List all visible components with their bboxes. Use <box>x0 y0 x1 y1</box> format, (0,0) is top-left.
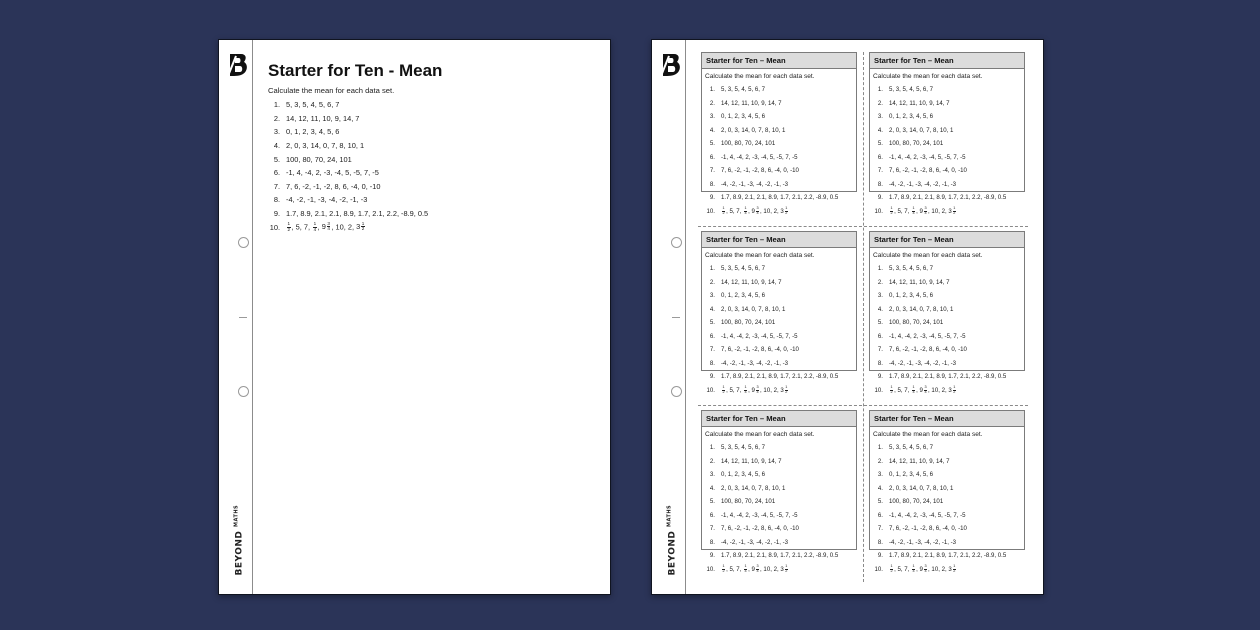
question-number: 8. <box>709 180 715 188</box>
question-text: 100, 80, 70, 24, 101 <box>889 140 944 148</box>
question-number: 4. <box>273 141 280 151</box>
question-item <box>705 205 856 219</box>
question-text: 2, 0, 3, 14, 0, 7, 8, 10, 1 <box>889 126 954 134</box>
question-item <box>705 164 856 178</box>
question-number: 3. <box>877 471 883 479</box>
question-item <box>873 124 1024 138</box>
fraction: $\frac{1}{4}$ <box>912 384 915 394</box>
question-item <box>705 343 856 357</box>
question-text: -1, 4, -4, 2, -3, -4, 5, -5, 7, -5 <box>889 511 966 519</box>
question-card <box>701 410 857 573</box>
question-text: 1.7, 8.9, 2.1, 2.1, 8.9, 1.7, 2.1, 2.2, -8.9, 0.5 <box>286 209 429 219</box>
fraction: $\frac{1}{2}$ <box>287 221 291 232</box>
question-item <box>268 139 428 153</box>
question-number: 7. <box>273 181 280 191</box>
mixed-number: 9 $\frac{3}{4}$ <box>751 385 759 394</box>
question-item <box>705 468 856 482</box>
question-number: 4. <box>877 126 883 134</box>
question-text: 0, 1, 2, 3, 4, 5, 6 <box>286 127 340 137</box>
question-number: 8. <box>877 538 883 546</box>
question-text: 5, 3, 5, 4, 5, 6, 7 <box>889 265 934 273</box>
margin-line <box>252 40 253 594</box>
question-item <box>705 110 856 124</box>
fraction: $\frac{1}{2}$ <box>785 385 788 394</box>
question-text: -1, 4, -4, 2, -3, -4, 5, -5, 7, -5 <box>721 332 798 340</box>
question-number: 5. <box>877 140 883 148</box>
question-item <box>705 137 856 151</box>
question-number: 10. <box>706 207 715 215</box>
card-title: Starter for Ten – Mean <box>702 53 856 69</box>
question-text: -1, 4, -4, 2, -3, -4, 5, -5, 7, -5 <box>721 153 798 161</box>
cut-line-horizontal <box>698 405 1028 406</box>
question-item <box>705 482 856 496</box>
question-number: 3. <box>709 471 715 479</box>
question-text: 100, 80, 70, 24, 101 <box>889 319 944 327</box>
fraction: $\frac{1}{2}$ <box>722 205 725 215</box>
question-item <box>705 289 856 303</box>
question-item <box>873 164 1024 178</box>
fraction: $\frac{1}{4}$ <box>744 563 747 573</box>
fraction: $\frac{1}{4}$ <box>744 205 747 215</box>
fraction: $\frac{1}{2}$ <box>953 385 956 394</box>
question-text: 7, 6, -2, -1, -2, 8, 6, -4, 0, -10 <box>889 346 967 354</box>
card-question-list <box>870 441 1024 576</box>
question-text: $\frac{1}{2}$ , 5, 7, $\frac{1}{4}$ , 9 $\frac{3}{4}$ , 10, 2, 3 $\frac{1}{2}$ <box>722 205 788 215</box>
question-number: 9. <box>709 194 715 202</box>
question-item <box>705 316 856 330</box>
question-number: 2. <box>709 278 715 286</box>
question-item <box>705 563 856 577</box>
question-text: -1, 4, -4, 2, -3, -4, 5, -5, 7, -5 <box>889 332 966 340</box>
question-item <box>873 137 1024 151</box>
question-text: 100, 80, 70, 24, 101 <box>286 154 352 164</box>
question-item <box>873 289 1024 303</box>
question-item <box>873 97 1024 111</box>
question-number: 4. <box>709 484 715 492</box>
question-item <box>873 536 1024 550</box>
question-text: 2, 0, 3, 14, 0, 7, 8, 10, 1 <box>889 484 954 492</box>
fraction: $\frac{3}{4}$ <box>756 385 759 394</box>
punch-hole <box>671 386 682 397</box>
brand-wordmark: BEYOND $^{MATHS}$ <box>666 504 678 576</box>
question-card <box>701 231 857 394</box>
question-text: 1.7, 8.9, 2.1, 2.1, 8.9, 1.7, 2.1, 2.2, -8.9, 0.5 <box>889 194 1007 202</box>
question-number: 2. <box>877 99 883 107</box>
question-number: 3. <box>709 113 715 121</box>
question-item <box>705 262 856 276</box>
fraction: $\frac{1}{2}$ <box>890 205 893 215</box>
question-item <box>705 97 856 111</box>
card-instruction: Calculate the mean for each data set. <box>873 73 983 80</box>
question-number: 10. <box>706 565 715 573</box>
fraction: $\frac{1}{4}$ <box>912 563 915 573</box>
question-item <box>873 191 1024 205</box>
question-item <box>873 303 1024 317</box>
card-question-list <box>702 262 856 397</box>
question-number: 3. <box>273 127 280 137</box>
question-number: 1. <box>273 100 280 110</box>
question-text: 14, 12, 11, 10, 9, 14, 7 <box>889 457 950 465</box>
card-title: Starter for Ten – Mean <box>702 411 856 427</box>
question-item <box>705 303 856 317</box>
question-item <box>268 152 428 166</box>
question-text: 14, 12, 11, 10, 9, 14, 7 <box>889 278 950 286</box>
question-text: -4, -2, -1, -3, -4, -2, -1, -3 <box>889 180 957 188</box>
mixed-number: 3 $\frac{1}{2}$ <box>780 385 788 394</box>
question-text: 2, 0, 3, 14, 0, 7, 8, 10, 1 <box>721 126 786 134</box>
question-item <box>705 178 856 192</box>
question-item <box>873 455 1024 469</box>
question-number: 3. <box>877 292 883 300</box>
question-text: $\frac{1}{2}$ , 5, 7, $\frac{1}{4}$ , 9 $\frac{3}{4}$ , 10, 2, 3 $\frac{1}{2}$ <box>722 384 788 394</box>
question-number: 8. <box>877 359 883 367</box>
question-number: 6. <box>877 332 883 340</box>
question-item <box>873 83 1024 97</box>
mixed-number: 3 $\frac{1}{2}$ <box>948 564 956 573</box>
question-number: 4. <box>709 126 715 134</box>
question-text: -1, 4, -4, 2, -3, -4, 5, -5, 7, -5 <box>286 168 379 178</box>
question-item <box>873 343 1024 357</box>
question-list <box>268 98 428 234</box>
fraction: $\frac{3}{4}$ <box>924 564 927 573</box>
question-item <box>705 191 856 205</box>
question-number: 9. <box>709 552 715 560</box>
punch-mark <box>672 317 680 318</box>
instruction-text: Calculate the mean for each data set. <box>268 86 395 95</box>
question-text: 14, 12, 11, 10, 9, 14, 7 <box>721 278 782 286</box>
question-item <box>705 549 856 563</box>
question-text: 14, 12, 11, 10, 9, 14, 7 <box>889 99 950 107</box>
question-number: 8. <box>273 195 280 205</box>
question-item <box>873 262 1024 276</box>
cut-line-vertical <box>863 52 864 582</box>
question-number: 1. <box>877 265 883 273</box>
question-item <box>268 207 428 221</box>
question-item <box>705 536 856 550</box>
question-text: -4, -2, -1, -3, -4, -2, -1, -3 <box>721 180 789 188</box>
question-number: 5. <box>877 319 883 327</box>
question-item <box>873 178 1024 192</box>
fraction: $\frac{3}{4}$ <box>327 220 330 232</box>
question-number: 6. <box>709 332 715 340</box>
question-number: 3. <box>709 292 715 300</box>
fraction: $\frac{1}{2}$ <box>361 220 365 232</box>
question-text: -1, 4, -4, 2, -3, -4, 5, -5, 7, -5 <box>889 153 966 161</box>
question-item <box>873 316 1024 330</box>
mixed-number: 9 $\frac{3}{4}$ <box>919 564 927 573</box>
mixed-number: 9 $\frac{3}{4}$ <box>751 206 759 215</box>
question-text: 1.7, 8.9, 2.1, 2.1, 8.9, 1.7, 2.1, 2.2, -8.9, 0.5 <box>721 552 839 560</box>
question-number: 5. <box>709 140 715 148</box>
question-card <box>701 52 857 215</box>
question-item <box>268 112 428 126</box>
question-text: -4, -2, -1, -3, -4, -2, -1, -3 <box>286 195 368 205</box>
question-item <box>705 83 856 97</box>
question-number: 9. <box>709 373 715 381</box>
question-text: -4, -2, -1, -3, -4, -2, -1, -3 <box>721 359 789 367</box>
fraction: $\frac{1}{4}$ <box>313 221 317 232</box>
question-item <box>268 98 428 112</box>
question-text: 5, 3, 5, 4, 5, 6, 7 <box>721 86 766 94</box>
worksheet-page-full <box>218 39 611 595</box>
question-number: 5. <box>273 154 280 164</box>
question-text: 1.7, 8.9, 2.1, 2.1, 8.9, 1.7, 2.1, 2.2, -8.9, 0.5 <box>889 552 1007 560</box>
question-number: 5. <box>709 498 715 506</box>
question-text: $\frac{1}{2}$ , 5, 7, $\frac{1}{4}$ , 9 $\frac{3}{4}$ , 10, 2, 3 $\frac{1}{2}$ <box>722 563 788 573</box>
mixed-number: 9 $\frac{3}{4}$ <box>919 206 927 215</box>
question-text: 5, 3, 5, 4, 5, 6, 7 <box>889 86 934 94</box>
question-number: 4. <box>709 305 715 313</box>
question-text: -4, -2, -1, -3, -4, -2, -1, -3 <box>889 538 957 546</box>
question-text: 7, 6, -2, -1, -2, 8, 6, -4, 0, -10 <box>721 525 799 533</box>
question-text: 0, 1, 2, 3, 4, 5, 6 <box>889 113 934 121</box>
fraction: $\frac{3}{4}$ <box>924 385 927 394</box>
question-number: 1. <box>709 265 715 273</box>
question-number: 2. <box>709 457 715 465</box>
question-text: 1.7, 8.9, 2.1, 2.1, 8.9, 1.7, 2.1, 2.2, -8.9, 0.5 <box>721 373 839 381</box>
question-number: 6. <box>877 511 883 519</box>
question-text: $\frac{1}{2}$ , 5, 7, $\frac{1}{4}$ , 9 $\frac{3}{4}$ , 10, 2, 3 $\frac{1}{2}$ <box>287 220 365 232</box>
question-number: 2. <box>877 278 883 286</box>
question-text: 1.7, 8.9, 2.1, 2.1, 8.9, 1.7, 2.1, 2.2, -8.9, 0.5 <box>721 194 839 202</box>
beyond-logo-icon <box>660 52 682 78</box>
fraction: $\frac{1}{2}$ <box>890 563 893 573</box>
fraction: $\frac{1}{2}$ <box>953 564 956 573</box>
question-text: -4, -2, -1, -3, -4, -2, -1, -3 <box>721 538 789 546</box>
question-text: 7, 6, -2, -1, -2, 8, 6, -4, 0, -10 <box>889 525 967 533</box>
mixed-number: 3 $\frac{1}{2}$ <box>356 220 365 232</box>
question-text: 7, 6, -2, -1, -2, 8, 6, -4, 0, -10 <box>721 167 799 175</box>
card-title: Starter for Ten – Mean <box>870 232 1024 248</box>
question-item <box>873 468 1024 482</box>
question-number: 4. <box>877 305 883 313</box>
page-title: Starter for Ten - Mean <box>268 61 443 80</box>
fraction: $\frac{1}{2}$ <box>722 563 725 573</box>
question-number: 2. <box>273 113 280 123</box>
question-item <box>873 357 1024 371</box>
question-text: 14, 12, 11, 10, 9, 14, 7 <box>286 113 360 123</box>
question-number: 8. <box>709 359 715 367</box>
fraction: $\frac{1}{2}$ <box>785 564 788 573</box>
question-number: 7. <box>877 167 883 175</box>
question-text: 7, 6, -2, -1, -2, 8, 6, -4, 0, -10 <box>286 181 381 191</box>
question-text: 0, 1, 2, 3, 4, 5, 6 <box>889 471 934 479</box>
mixed-number: 9 $\frac{3}{4}$ <box>751 564 759 573</box>
question-number: 10. <box>874 565 883 573</box>
question-text: 7, 6, -2, -1, -2, 8, 6, -4, 0, -10 <box>721 346 799 354</box>
mixed-number: 3 $\frac{1}{2}$ <box>780 206 788 215</box>
question-number: 4. <box>877 484 883 492</box>
card-question-list <box>870 262 1024 397</box>
question-item <box>873 482 1024 496</box>
question-item <box>705 441 856 455</box>
card-question-list <box>702 441 856 576</box>
question-number: 1. <box>709 444 715 452</box>
question-number: 6. <box>709 511 715 519</box>
question-number: 7. <box>709 346 715 354</box>
question-text: 0, 1, 2, 3, 4, 5, 6 <box>721 113 766 121</box>
question-text: $\frac{1}{2}$ , 5, 7, $\frac{1}{4}$ , 9 $\frac{3}{4}$ , 10, 2, 3 $\frac{1}{2}$ <box>890 205 956 215</box>
fraction: $\frac{1}{2}$ <box>722 384 725 394</box>
question-item <box>873 522 1024 536</box>
question-item <box>268 125 428 139</box>
mixed-number: 9 $\frac{3}{4}$ <box>919 385 927 394</box>
question-number: 1. <box>877 86 883 94</box>
fraction: $\frac{1}{4}$ <box>912 205 915 215</box>
question-text: 100, 80, 70, 24, 101 <box>889 498 944 506</box>
question-number: 10. <box>269 222 280 232</box>
card-instruction: Calculate the mean for each data set. <box>873 252 983 259</box>
question-number: 6. <box>273 168 280 178</box>
question-item <box>705 276 856 290</box>
question-item <box>873 330 1024 344</box>
fraction: $\frac{1}{2}$ <box>953 206 956 215</box>
question-number: 10. <box>706 386 715 394</box>
question-text: 100, 80, 70, 24, 101 <box>721 319 776 327</box>
question-text: 5, 3, 5, 4, 5, 6, 7 <box>889 444 934 452</box>
question-number: 10. <box>874 207 883 215</box>
question-number: 7. <box>877 346 883 354</box>
question-text: 0, 1, 2, 3, 4, 5, 6 <box>889 292 934 300</box>
card-title: Starter for Ten – Mean <box>870 411 1024 427</box>
question-card <box>869 231 1025 394</box>
question-number: 1. <box>709 86 715 94</box>
question-item <box>873 495 1024 509</box>
question-item <box>873 205 1024 219</box>
fraction: $\frac{3}{4}$ <box>756 564 759 573</box>
question-number: 8. <box>709 538 715 546</box>
question-item <box>873 509 1024 523</box>
question-text: 5, 3, 5, 4, 5, 6, 7 <box>721 265 766 273</box>
card-question-list <box>870 83 1024 218</box>
fraction: $\frac{1}{4}$ <box>744 384 747 394</box>
question-text: $\frac{1}{2}$ , 5, 7, $\frac{1}{4}$ , 9 $\frac{3}{4}$ , 10, 2, 3 $\frac{1}{2}$ <box>890 563 956 573</box>
question-item <box>705 455 856 469</box>
question-item <box>705 330 856 344</box>
question-number: 1. <box>877 444 883 452</box>
question-text: 2, 0, 3, 14, 0, 7, 8, 10, 1 <box>889 305 954 313</box>
question-text: -4, -2, -1, -3, -4, -2, -1, -3 <box>889 359 957 367</box>
cut-line-horizontal <box>698 226 1028 227</box>
question-item <box>873 549 1024 563</box>
question-item <box>873 384 1024 398</box>
question-text: 0, 1, 2, 3, 4, 5, 6 <box>721 292 766 300</box>
question-item <box>705 384 856 398</box>
punch-hole <box>238 237 249 248</box>
question-text: 1.7, 8.9, 2.1, 2.1, 8.9, 1.7, 2.1, 2.2, -8.9, 0.5 <box>889 373 1007 381</box>
question-number: 2. <box>877 457 883 465</box>
mixed-number: 3 $\frac{1}{2}$ <box>948 206 956 215</box>
margin-line <box>685 40 686 594</box>
question-item <box>705 509 856 523</box>
punch-hole <box>238 386 249 397</box>
question-number: 7. <box>709 525 715 533</box>
question-number: 10. <box>874 386 883 394</box>
card-instruction: Calculate the mean for each data set. <box>873 431 983 438</box>
question-item <box>268 166 428 180</box>
question-text: 0, 1, 2, 3, 4, 5, 6 <box>721 471 766 479</box>
question-item <box>873 370 1024 384</box>
question-item <box>705 151 856 165</box>
card-question-list <box>702 83 856 218</box>
question-number: 9. <box>877 194 883 202</box>
question-number: 2. <box>709 99 715 107</box>
mixed-number: 9 $\frac{3}{4}$ <box>321 220 330 232</box>
question-number: 8. <box>877 180 883 188</box>
question-text: 2, 0, 3, 14, 0, 7, 8, 10, 1 <box>721 305 786 313</box>
question-text: 14, 12, 11, 10, 9, 14, 7 <box>721 99 782 107</box>
card-title: Starter for Ten – Mean <box>870 53 1024 69</box>
question-item <box>705 522 856 536</box>
question-item <box>873 563 1024 577</box>
question-number: 9. <box>877 552 883 560</box>
question-item <box>268 180 428 194</box>
question-item <box>268 193 428 207</box>
fraction: $\frac{3}{4}$ <box>924 206 927 215</box>
punch-mark <box>239 317 247 318</box>
punch-hole <box>671 237 682 248</box>
question-number: 3. <box>877 113 883 121</box>
question-card <box>869 52 1025 215</box>
question-text: 5, 3, 5, 4, 5, 6, 7 <box>721 444 766 452</box>
question-item <box>705 357 856 371</box>
question-text: 2, 0, 3, 14, 0, 7, 8, 10, 1 <box>721 484 786 492</box>
question-item <box>705 370 856 384</box>
card-instruction: Calculate the mean for each data set. <box>705 73 815 80</box>
question-text: -1, 4, -4, 2, -3, -4, 5, -5, 7, -5 <box>721 511 798 519</box>
question-item <box>705 124 856 138</box>
question-text: 100, 80, 70, 24, 101 <box>721 140 776 148</box>
question-number: 9. <box>273 209 280 219</box>
beyond-logo-icon <box>227 52 249 78</box>
fraction: $\frac{1}{2}$ <box>890 384 893 394</box>
card-instruction: Calculate the mean for each data set. <box>705 252 815 259</box>
question-item <box>268 220 428 234</box>
question-item <box>873 151 1024 165</box>
question-item <box>873 441 1024 455</box>
question-number: 5. <box>709 319 715 327</box>
question-number: 7. <box>709 167 715 175</box>
question-text: 7, 6, -2, -1, -2, 8, 6, -4, 0, -10 <box>889 167 967 175</box>
fraction: $\frac{1}{2}$ <box>785 206 788 215</box>
mixed-number: 3 $\frac{1}{2}$ <box>948 385 956 394</box>
question-item <box>705 495 856 509</box>
question-text: $\frac{1}{2}$ , 5, 7, $\frac{1}{4}$ , 9 $\frac{3}{4}$ , 10, 2, 3 $\frac{1}{2}$ <box>890 384 956 394</box>
question-number: 5. <box>877 498 883 506</box>
question-text: 5, 3, 5, 4, 5, 6, 7 <box>286 100 340 110</box>
mixed-number: 3 $\frac{1}{2}$ <box>780 564 788 573</box>
question-item <box>873 110 1024 124</box>
question-text: 14, 12, 11, 10, 9, 14, 7 <box>721 457 782 465</box>
question-text: 100, 80, 70, 24, 101 <box>721 498 776 506</box>
fraction: $\frac{3}{4}$ <box>756 206 759 215</box>
question-number: 9. <box>877 373 883 381</box>
question-text: 2, 0, 3, 14, 0, 7, 8, 10, 1 <box>286 141 365 151</box>
card-instruction: Calculate the mean for each data set. <box>705 431 815 438</box>
question-card <box>869 410 1025 573</box>
card-title: Starter for Ten – Mean <box>702 232 856 248</box>
question-number: 6. <box>877 153 883 161</box>
question-number: 7. <box>877 525 883 533</box>
worksheet-page-cards <box>651 39 1044 595</box>
question-item <box>873 276 1024 290</box>
brand-wordmark: BEYOND $^{MATHS}$ <box>233 504 245 576</box>
question-number: 6. <box>709 153 715 161</box>
